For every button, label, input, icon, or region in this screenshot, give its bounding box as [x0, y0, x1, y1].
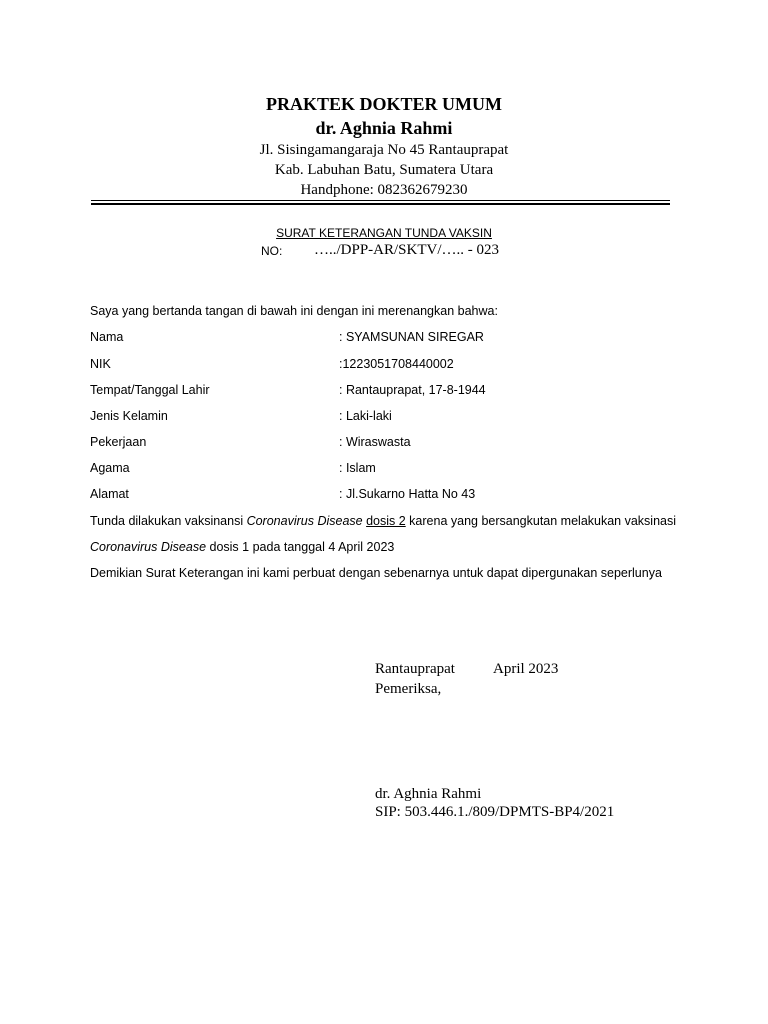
field-label-address: Alamat [90, 487, 129, 501]
statement-disease-italic-1: Coronavirus Disease [246, 514, 363, 528]
field-value-birth: : Rantauprapat, 17-8-1944 [339, 383, 486, 397]
field-value-nama: : SYAMSUNAN SIREGAR [339, 330, 484, 344]
signature-role: Pemeriksa, [375, 681, 442, 697]
signature-city: Rantauprapat [375, 661, 455, 677]
address-line-1: Jl. Sisingamangaraja No 45 Rantauprapat [259, 142, 509, 158]
phone-number: Handphone: 082362679230 [300, 182, 468, 198]
letter-number-value: …../DPP-AR/SKTV/….. - 023 [314, 242, 500, 258]
address-line-2: Kab. Labuhan Batu, Sumatera Utara [274, 162, 494, 178]
signature-date: April 2023 [493, 661, 559, 677]
intro-text: Saya yang bertanda tangan di bawah ini dengan ini merenangkan bahwa: [90, 304, 498, 318]
letter-number-label: NO: [261, 244, 283, 258]
header-rule-thin [91, 200, 670, 201]
statement-text-1b: karena yang bersangkutan melakukan vaksinasi [405, 514, 677, 528]
field-label-nama: Nama [90, 330, 124, 344]
signature-name: dr. Aghnia Rahmi [375, 786, 482, 802]
header-rule-thick [91, 203, 670, 205]
letter-title: SURAT KETERANGAN TUNDA VAKSIN [276, 226, 492, 240]
statement-text-2b: dosis 1 pada tanggal 4 April 2023 [206, 540, 395, 554]
field-value-gender: : Laki-laki [339, 409, 392, 423]
closing-text: Demikian Surat Keterangan ini kami perbuat dengan sebenarnya untuk dapat dipergunakan seperlunya [90, 566, 662, 580]
field-value-address: : Jl.Sukarno Hatta No 43 [339, 487, 476, 501]
field-value-nik: :1223051708440002 [339, 357, 454, 371]
field-label-job: Pekerjaan [90, 435, 147, 449]
doctor-name: dr. Aghnia Rahmi [315, 118, 453, 138]
statement-line-2 [90, 540, 394, 554]
statement-disease-italic-2: Coronavirus Disease [90, 540, 207, 554]
field-label-birth: Tempat/Tanggal Lahir [90, 383, 210, 397]
field-label-gender: Jenis Kelamin [90, 409, 168, 423]
statement-dose-underlined: dosis 2 [366, 514, 406, 528]
field-label-religion: Agama [90, 461, 130, 475]
signature-sip: SIP: 503.446.1./809/DPMTS-BP4/2021 [375, 804, 615, 820]
statement-text-1a: Tunda dilakukan vaksinansi [90, 514, 247, 528]
field-value-job: : Wiraswasta [339, 435, 411, 449]
field-value-religion: : Islam [339, 461, 376, 475]
practice-name: PRAKTEK DOKTER UMUM [266, 94, 502, 114]
statement-line-1 [90, 514, 676, 528]
field-label-nik: NIK [90, 357, 111, 371]
